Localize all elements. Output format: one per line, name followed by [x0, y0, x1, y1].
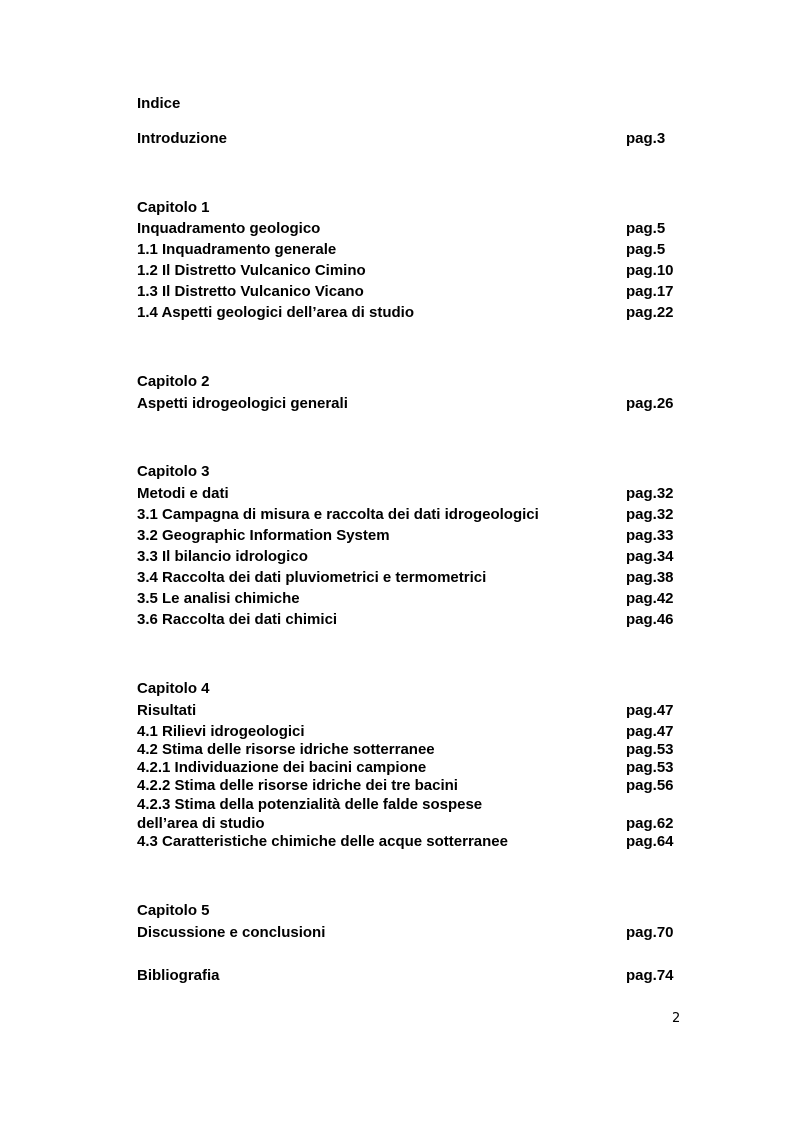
toc-entry-title: Metodi e dati	[137, 485, 229, 502]
toc-entry-page: pag.46	[626, 611, 674, 628]
toc-entry-title: 4.3 Caratteristiche chimiche delle acque sotterranee	[137, 833, 508, 850]
toc-entry-title: Aspetti idrogeologici generali	[137, 395, 348, 412]
toc-entry-title: 3.1 Campagna di misura e raccolta dei dati idrogeologici	[137, 506, 539, 523]
toc-entry-intro-page: pag.3	[626, 130, 666, 147]
toc-entry-title: 1.1 Inquadramento generale	[137, 241, 337, 258]
chapter-2-label: Capitolo 2	[137, 373, 210, 390]
toc-entry-page: pag.22	[626, 304, 674, 321]
chapter-4-label: Capitolo 4	[137, 680, 210, 697]
toc-entry-page: pag.53	[626, 741, 674, 758]
toc-entry-title: 3.4 Raccolta dei dati pluviometrici e termometrici	[137, 569, 487, 586]
toc-entry-title: 3.2 Geographic Information System	[137, 527, 390, 544]
toc-entry-page: pag.32	[626, 506, 674, 523]
toc-entry-title: 4.2.1 Individuazione dei bacini campione	[137, 759, 427, 776]
toc-entry-page: pag.32	[626, 485, 674, 502]
toc-entry-title: 4.2.3 Stima della potenzialità delle falde sospese	[137, 796, 483, 813]
toc-entry-page: pag.64	[626, 833, 674, 850]
toc-entry-page: pag.38	[626, 569, 674, 586]
toc-entry-biblio-title: Bibliografia	[137, 967, 220, 984]
toc-entry-page: pag.42	[626, 590, 674, 607]
toc-entry-page: pag.53	[626, 759, 674, 776]
chapter-5-label: Capitolo 5	[137, 902, 210, 919]
page-number: 2	[672, 1011, 681, 1026]
toc-entry-page: pag.5	[626, 241, 666, 258]
toc-entry-page: pag.47	[626, 702, 674, 719]
toc-entry-page: pag.26	[626, 395, 674, 412]
toc-entry-title: 1.2 Il Distretto Vulcanico Cimino	[137, 262, 366, 279]
toc-entry-page: pag.5	[626, 220, 666, 237]
toc-entry-page: pag.47	[626, 723, 674, 740]
toc-entry-title: Risultati	[137, 702, 197, 719]
toc-entry-biblio-page: pag.74	[626, 967, 674, 984]
toc-entry-page: pag.62	[626, 815, 674, 832]
toc-entry-title: 4.2.2 Stima delle risorse idriche dei tre bacini	[137, 777, 458, 794]
toc-entry-page: pag.33	[626, 527, 674, 544]
toc-entry-title: 1.3 Il Distretto Vulcanico Vicano	[137, 283, 364, 300]
toc-entry-title: dell’area di studio	[137, 815, 265, 832]
toc-entry-title: Discussione e conclusioni	[137, 924, 326, 941]
toc-entry-page: pag.17	[626, 283, 674, 300]
toc-entry-page: pag.70	[626, 924, 674, 941]
toc-entry-title: Inquadramento geologico	[137, 220, 321, 237]
toc-entry-title: 4.1 Rilievi idrogeologici	[137, 723, 305, 740]
chapter-1-label: Capitolo 1	[137, 199, 210, 216]
toc-entry-page: pag.10	[626, 262, 674, 279]
toc-entry-title: 1.4 Aspetti geologici dell’area di studio	[137, 304, 415, 321]
chapter-3-label: Capitolo 3	[137, 463, 210, 480]
toc-entry-title: 3.5 Le analisi chimiche	[137, 590, 300, 607]
toc-entry-title: 3.3 Il bilancio idrologico	[137, 548, 308, 565]
toc-heading: Indice	[137, 95, 181, 112]
toc-entry-intro-title: Introduzione	[137, 130, 227, 147]
toc-entry-page: pag.56	[626, 777, 674, 794]
toc-entry-title: 3.6 Raccolta dei dati chimici	[137, 611, 338, 628]
toc-entry-title: 4.2 Stima delle risorse idriche sotterranee	[137, 741, 435, 758]
toc-entry-page: pag.34	[626, 548, 674, 565]
